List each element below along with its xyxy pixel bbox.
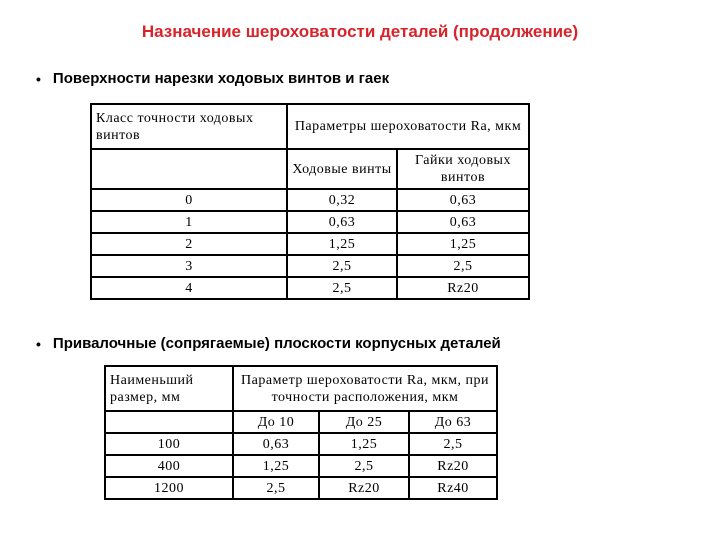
table-cell: 4 <box>91 277 287 299</box>
column-header-roughness-param: Параметр шероховатости Ra, мкм, при точности расположения, мкм <box>233 366 497 411</box>
table-cell: 1,25 <box>319 433 409 455</box>
table-cell: 0,63 <box>233 433 319 455</box>
page-title: Назначение шероховатости деталей (продолжение) <box>141 22 579 41</box>
table-cell: 2 <box>91 233 287 255</box>
column-header-nuts: Гайки ходовых винтов <box>397 149 529 189</box>
table-row <box>105 477 497 499</box>
table-cell: 2,5 <box>287 277 397 299</box>
table-row <box>91 277 529 299</box>
section-heading-text: Поверхности нарезки ходовых винтов и гаек <box>52 70 390 87</box>
table-cell: 1 <box>91 211 287 233</box>
table-cell: Rz40 <box>409 477 497 499</box>
column-header-up-to-63: До 63 <box>409 411 497 433</box>
table-cell: 2,5 <box>233 477 319 499</box>
bullet-icon: • <box>36 70 41 87</box>
table-row <box>105 455 497 477</box>
table-row <box>91 255 529 277</box>
table-cell: Rz20 <box>397 277 529 299</box>
empty-header-cell <box>105 411 233 433</box>
table-cell: 2,5 <box>319 455 409 477</box>
column-header-up-to-25: До 25 <box>319 411 409 433</box>
table-header-row <box>91 104 529 149</box>
table-row <box>91 189 529 211</box>
section-heading-text: Привалочные (сопрягаемые) плоскости корпусных деталей <box>52 335 501 352</box>
column-header-accuracy-class: Класс точности ходовых винтов <box>91 104 287 149</box>
empty-header-cell <box>91 149 287 189</box>
table-cell: 0 <box>91 189 287 211</box>
table-header-row <box>105 366 497 411</box>
table-subheader-row <box>91 149 529 189</box>
table-cell: 1,25 <box>287 233 397 255</box>
section-heading-screws <box>36 70 389 87</box>
column-header-screws: Ходовые винты <box>287 149 397 189</box>
table-cell: 2,5 <box>397 255 529 277</box>
table-cell: 0,63 <box>397 189 529 211</box>
table-cell: 0,63 <box>287 211 397 233</box>
table-cell: 1,25 <box>397 233 529 255</box>
table-cell: 0,63 <box>397 211 529 233</box>
column-header-roughness-params: Параметры шероховатости Ra, мкм <box>287 104 529 149</box>
table-cell: 2,5 <box>287 255 397 277</box>
table-cell: 2,5 <box>409 433 497 455</box>
section-heading-housing <box>36 335 501 352</box>
table-cell: 1,25 <box>233 455 319 477</box>
bullet-icon: • <box>36 335 41 352</box>
screw-roughness-table <box>90 103 530 300</box>
table-cell: 1200 <box>105 477 233 499</box>
table-row <box>91 211 529 233</box>
table-cell: Rz20 <box>319 477 409 499</box>
table-cell: 400 <box>105 455 233 477</box>
table-cell: 100 <box>105 433 233 455</box>
column-header-up-to-10: До 10 <box>233 411 319 433</box>
table-subheader-row <box>105 411 497 433</box>
table-row <box>105 433 497 455</box>
table-cell: 0,32 <box>287 189 397 211</box>
table-cell: 3 <box>91 255 287 277</box>
table-cell: Rz20 <box>409 455 497 477</box>
column-header-min-size: Наименьший размер, мм <box>105 366 233 411</box>
table-row <box>91 233 529 255</box>
housing-roughness-table <box>104 365 498 500</box>
